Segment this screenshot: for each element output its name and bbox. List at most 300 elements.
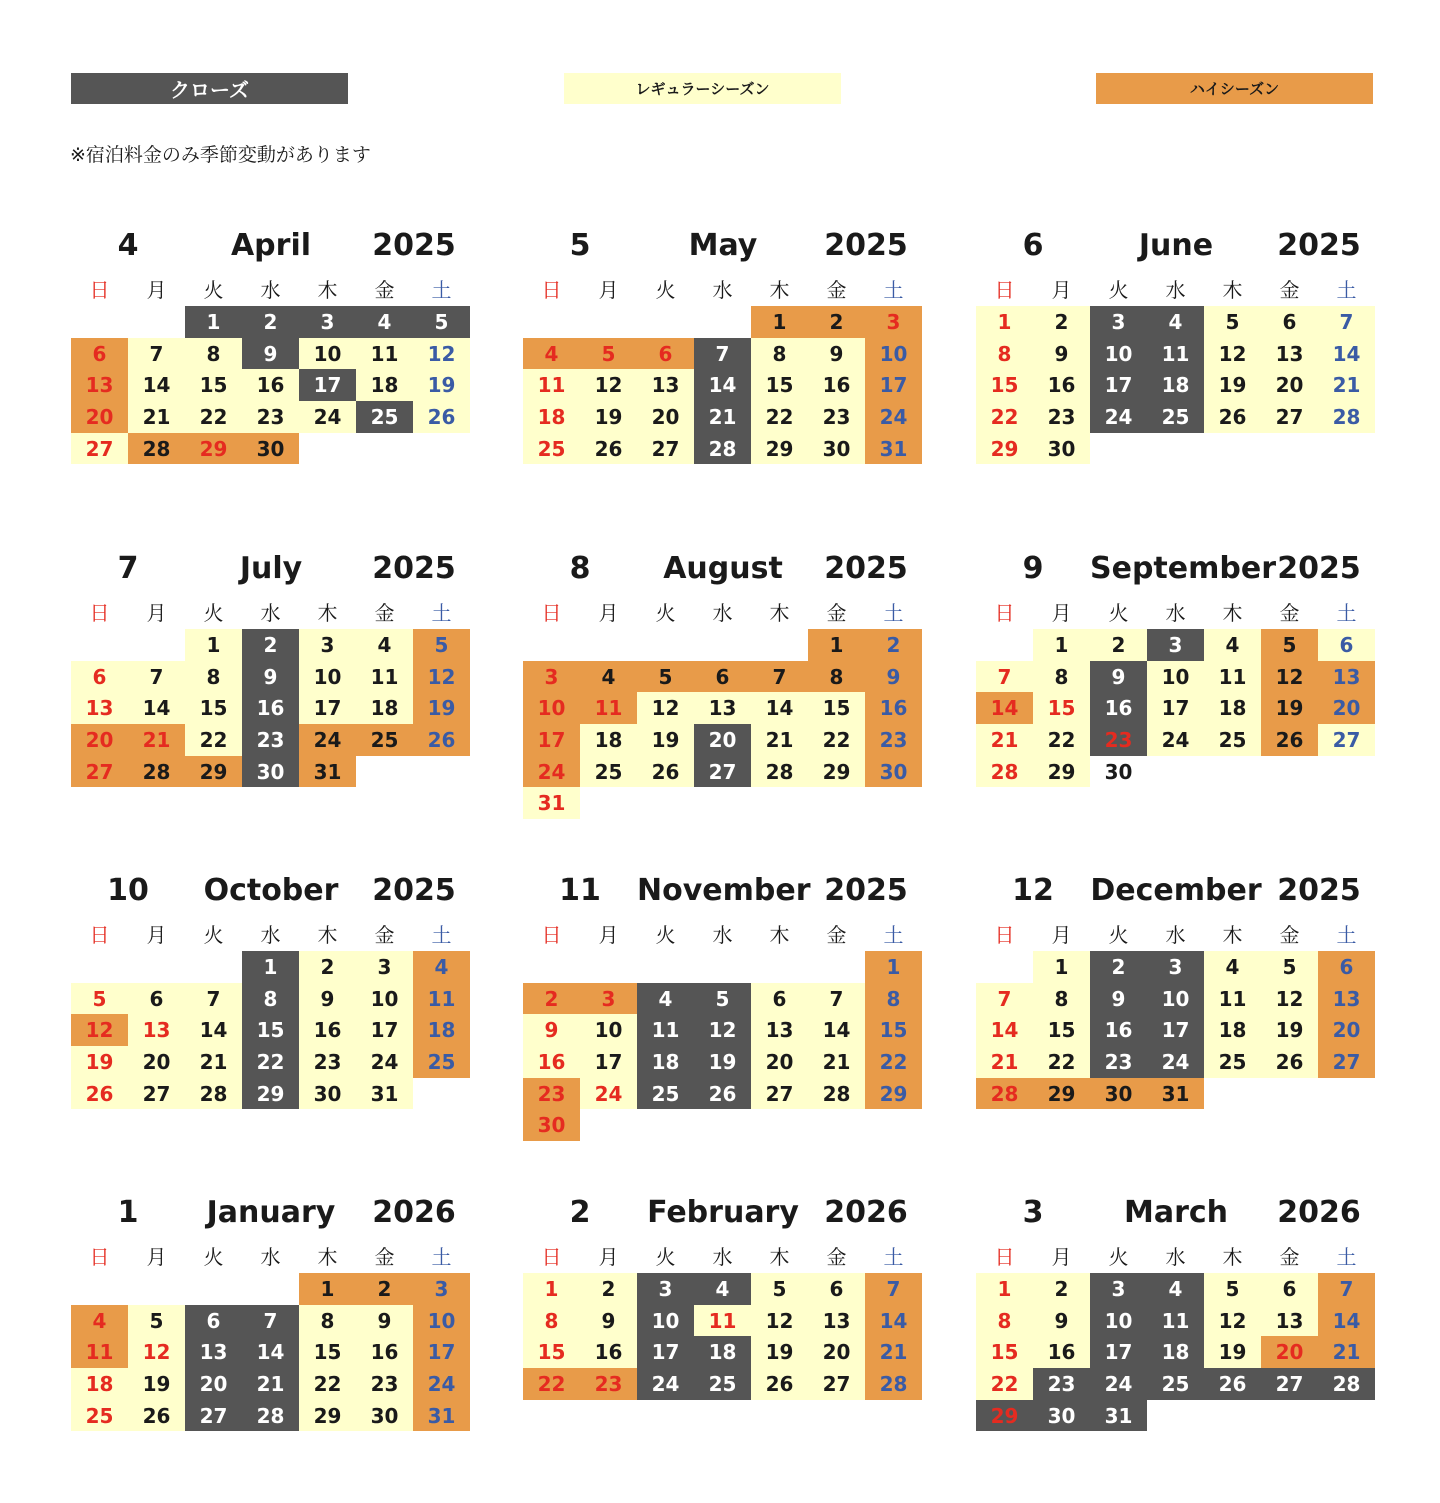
month-number: 5 xyxy=(569,228,591,263)
day-cell: 8 xyxy=(185,661,242,693)
weekday-label: 金 xyxy=(826,277,847,302)
weekday-label: 月 xyxy=(1051,600,1072,625)
day-cell: 20 xyxy=(1261,1336,1318,1368)
day-cell: 24 xyxy=(637,1368,694,1400)
day-cell: 28 xyxy=(185,1078,242,1110)
weekday-label: 土 xyxy=(1336,277,1357,302)
day-cell: 6 xyxy=(128,983,185,1015)
day-cell: 27 xyxy=(185,1400,242,1432)
day-cell: 22 xyxy=(751,401,808,433)
weekday-label: 水 xyxy=(712,1244,733,1269)
day-cell: 21 xyxy=(976,724,1033,756)
month-name: April xyxy=(230,228,312,263)
month-year: 2025 xyxy=(824,873,908,908)
day-cell: 4 xyxy=(580,661,637,693)
month-year: 2026 xyxy=(1277,1195,1361,1230)
day-cell: 28 xyxy=(865,1368,922,1400)
day-cell: 24 xyxy=(299,401,356,433)
day-cell: 10 xyxy=(299,661,356,693)
day-cell: 5 xyxy=(413,629,470,661)
day-cell: 25 xyxy=(1204,724,1261,756)
day-cell: 22 xyxy=(185,401,242,433)
day-cell: 7 xyxy=(128,661,185,693)
day-cell: 27 xyxy=(128,1078,185,1110)
day-cell: 7 xyxy=(1318,1273,1375,1305)
day-cell: 12 xyxy=(413,338,470,370)
day-cell: 17 xyxy=(523,724,580,756)
day-grid xyxy=(976,1273,1376,1431)
day-cell: 27 xyxy=(694,756,751,788)
day-cell: 7 xyxy=(185,983,242,1015)
day-cell: 18 xyxy=(356,692,413,724)
weekday-label: 土 xyxy=(431,1244,452,1269)
day-cell: 1 xyxy=(976,306,1033,338)
day-cell: 7 xyxy=(242,1305,299,1337)
month-name: March xyxy=(1123,1195,1229,1230)
day-cell: 22 xyxy=(865,1046,922,1078)
legend-closed-label: クローズ xyxy=(170,78,249,102)
empty-cell xyxy=(185,951,242,983)
day-cell: 11 xyxy=(356,338,413,370)
day-grid xyxy=(523,306,923,464)
empty-cell xyxy=(185,1273,242,1305)
day-cell: 1 xyxy=(976,1273,1033,1305)
weekday-label: 火 xyxy=(203,277,224,302)
day-cell: 9 xyxy=(299,983,356,1015)
day-cell: 13 xyxy=(128,1014,185,1046)
month-year: 2025 xyxy=(1277,551,1361,586)
day-cell: 31 xyxy=(299,756,356,788)
empty-cell xyxy=(694,306,751,338)
day-cell: 24 xyxy=(865,401,922,433)
day-cell: 12 xyxy=(128,1336,185,1368)
day-cell: 8 xyxy=(976,1305,1033,1337)
empty-cell xyxy=(128,306,185,338)
month-number: 10 xyxy=(107,873,149,908)
day-cell: 26 xyxy=(751,1368,808,1400)
day-cell: 31 xyxy=(413,1400,470,1432)
day-cell: 15 xyxy=(242,1014,299,1046)
day-cell: 3 xyxy=(299,629,356,661)
day-cell: 25 xyxy=(413,1046,470,1078)
day-cell: 30 xyxy=(299,1078,356,1110)
day-cell: 19 xyxy=(1261,692,1318,724)
day-cell: 17 xyxy=(299,369,356,401)
day-cell: 11 xyxy=(1204,661,1261,693)
day-cell: 21 xyxy=(865,1336,922,1368)
month-january-2026 xyxy=(71,1195,471,1431)
day-cell: 11 xyxy=(413,983,470,1015)
weekday-label: 月 xyxy=(598,922,619,947)
day-cell: 14 xyxy=(185,1014,242,1046)
empty-cell xyxy=(71,1273,128,1305)
day-cell: 24 xyxy=(523,756,580,788)
weekday-label: 金 xyxy=(1279,600,1300,625)
month-number: 12 xyxy=(1012,873,1054,908)
weekday-label: 木 xyxy=(317,277,338,302)
weekday-label: 月 xyxy=(598,277,619,302)
day-cell: 6 xyxy=(1318,629,1375,661)
day-cell: 4 xyxy=(1147,1273,1204,1305)
day-cell: 4 xyxy=(1204,629,1261,661)
day-cell: 20 xyxy=(71,724,128,756)
day-cell: 12 xyxy=(1261,661,1318,693)
day-grid xyxy=(523,629,923,819)
day-cell: 1 xyxy=(185,306,242,338)
empty-cell xyxy=(523,629,580,661)
day-cell: 24 xyxy=(1090,401,1147,433)
month-name: June xyxy=(1138,228,1214,263)
day-cell: 15 xyxy=(751,369,808,401)
day-cell: 4 xyxy=(71,1305,128,1337)
weekday-label: 日 xyxy=(89,600,110,625)
weekday-label: 金 xyxy=(374,277,395,302)
day-cell: 28 xyxy=(128,433,185,465)
weekday-label: 水 xyxy=(1165,277,1186,302)
day-cell: 25 xyxy=(71,1400,128,1432)
day-cell: 16 xyxy=(1090,1014,1147,1046)
day-cell: 23 xyxy=(523,1078,580,1110)
weekday-label: 金 xyxy=(374,1244,395,1269)
day-cell: 5 xyxy=(1204,1273,1261,1305)
month-march-2026 xyxy=(976,1195,1376,1431)
day-cell: 6 xyxy=(1261,306,1318,338)
day-cell: 11 xyxy=(1147,1305,1204,1337)
day-cell: 13 xyxy=(185,1336,242,1368)
day-cell: 20 xyxy=(1261,369,1318,401)
day-cell: 5 xyxy=(637,661,694,693)
day-cell: 24 xyxy=(580,1078,637,1110)
weekday-label: 木 xyxy=(1222,277,1243,302)
day-cell: 9 xyxy=(242,338,299,370)
month-year: 2025 xyxy=(824,228,908,263)
day-cell: 5 xyxy=(128,1305,185,1337)
day-cell: 11 xyxy=(1204,983,1261,1015)
day-cell: 30 xyxy=(1104,759,1133,784)
day-cell: 10 xyxy=(1147,661,1204,693)
day-cell: 2 xyxy=(1033,306,1090,338)
day-cell: 13 xyxy=(1318,983,1375,1015)
day-cell: 7 xyxy=(976,983,1033,1015)
weekday-label: 木 xyxy=(317,922,338,947)
day-cell: 12 xyxy=(694,1014,751,1046)
day-cell: 3 xyxy=(523,661,580,693)
month-header xyxy=(71,1195,471,1235)
weekday-label: 土 xyxy=(431,600,452,625)
day-cell: 22 xyxy=(299,1368,356,1400)
day-cell: 5 xyxy=(694,983,751,1015)
legend-regular-label: レギュラーシーズン xyxy=(635,80,770,98)
day-cell: 29 xyxy=(751,433,808,465)
day-cell: 29 xyxy=(242,1078,299,1110)
day-cell: 11 xyxy=(580,692,637,724)
month-number: 1 xyxy=(117,1195,139,1230)
day-cell: 2 xyxy=(1033,1273,1090,1305)
day-cell: 13 xyxy=(71,369,128,401)
month-september-2025 xyxy=(976,551,1376,787)
day-cell: 8 xyxy=(1033,661,1090,693)
weekday-label: 水 xyxy=(712,277,733,302)
weekday-label: 火 xyxy=(655,277,676,302)
day-cell: 26 xyxy=(694,1078,751,1110)
day-cell: 25 xyxy=(523,433,580,465)
empty-cell xyxy=(523,306,580,338)
day-cell: 8 xyxy=(242,983,299,1015)
weekday-label: 木 xyxy=(317,1244,338,1269)
day-cell: 21 xyxy=(976,1046,1033,1078)
weekday-label: 日 xyxy=(541,277,562,302)
day-cell: 10 xyxy=(1090,1305,1147,1337)
weekday-label: 日 xyxy=(994,600,1015,625)
day-cell: 9 xyxy=(580,1305,637,1337)
weekday-label: 土 xyxy=(431,922,452,947)
day-cell: 13 xyxy=(694,692,751,724)
day-cell: 16 xyxy=(1090,692,1147,724)
weekday-label: 金 xyxy=(826,1244,847,1269)
empty-cell xyxy=(694,629,751,661)
day-grid xyxy=(976,951,1376,1109)
day-cell: 11 xyxy=(694,1305,751,1337)
day-cell: 13 xyxy=(1261,338,1318,370)
day-cell: 16 xyxy=(808,369,865,401)
month-year: 2025 xyxy=(372,228,456,263)
day-cell: 3 xyxy=(580,983,637,1015)
day-cell: 8 xyxy=(751,338,808,370)
day-cell: 19 xyxy=(637,724,694,756)
weekday-label: 水 xyxy=(712,922,733,947)
day-cell: 4 xyxy=(1147,306,1204,338)
weekday-label: 金 xyxy=(1279,1244,1300,1269)
day-cell: 11 xyxy=(1147,338,1204,370)
weekday-header xyxy=(523,917,923,949)
weekday-label: 金 xyxy=(1279,922,1300,947)
day-cell: 14 xyxy=(694,369,751,401)
day-cell: 14 xyxy=(976,1014,1033,1046)
day-cell: 12 xyxy=(637,692,694,724)
day-cell: 23 xyxy=(299,1046,356,1078)
weekday-header xyxy=(71,595,471,627)
day-cell: 28 xyxy=(1318,401,1375,433)
day-cell: 8 xyxy=(299,1305,356,1337)
day-cell: 20 xyxy=(694,724,751,756)
day-cell: 10 xyxy=(580,1014,637,1046)
weekday-label: 金 xyxy=(374,922,395,947)
month-year: 2025 xyxy=(824,551,908,586)
day-cell: 5 xyxy=(1261,951,1318,983)
day-cell: 2 xyxy=(523,983,580,1015)
weekday-label: 土 xyxy=(1336,1244,1357,1269)
day-cell: 15 xyxy=(808,692,865,724)
weekday-label: 土 xyxy=(883,922,904,947)
day-cell: 12 xyxy=(71,1014,128,1046)
day-cell: 4 xyxy=(694,1273,751,1305)
day-cell: 23 xyxy=(865,724,922,756)
day-cell: 4 xyxy=(637,983,694,1015)
day-cell: 1 xyxy=(808,629,865,661)
day-cell: 4 xyxy=(356,306,413,338)
day-cell: 13 xyxy=(1261,1305,1318,1337)
day-cell: 19 xyxy=(1204,369,1261,401)
day-cell: 3 xyxy=(356,951,413,983)
empty-cell xyxy=(71,629,128,661)
day-cell: 3 xyxy=(1147,951,1204,983)
day-cell: 25 xyxy=(1147,1368,1204,1400)
day-cell: 11 xyxy=(523,369,580,401)
month-may-2025 xyxy=(523,228,923,464)
empty-cell xyxy=(128,1273,185,1305)
weekday-label: 水 xyxy=(260,277,281,302)
weekday-label: 火 xyxy=(1108,600,1129,625)
day-cell: 16 xyxy=(580,1336,637,1368)
day-grid xyxy=(71,629,471,787)
day-cell: 31 xyxy=(1090,1400,1147,1432)
day-cell: 10 xyxy=(1090,338,1147,370)
day-cell: 27 xyxy=(1261,401,1318,433)
weekday-label: 日 xyxy=(541,600,562,625)
day-cell: 6 xyxy=(1318,951,1375,983)
weekday-label: 日 xyxy=(994,1244,1015,1269)
day-cell: 30 xyxy=(1090,1078,1147,1110)
day-cell: 16 xyxy=(865,692,922,724)
empty-cell xyxy=(71,306,128,338)
weekday-header xyxy=(71,1239,471,1271)
day-cell: 26 xyxy=(580,433,637,465)
day-cell: 18 xyxy=(1204,692,1261,724)
day-cell: 3 xyxy=(413,1273,470,1305)
day-cell: 9 xyxy=(1033,338,1090,370)
day-cell: 18 xyxy=(1147,1336,1204,1368)
day-cell: 26 xyxy=(637,756,694,788)
day-cell: 26 xyxy=(71,1078,128,1110)
day-cell: 15 xyxy=(976,1336,1033,1368)
day-cell: 5 xyxy=(71,983,128,1015)
weekday-label: 金 xyxy=(374,600,395,625)
day-cell: 17 xyxy=(865,369,922,401)
month-number: 7 xyxy=(117,551,139,586)
day-cell: 21 xyxy=(694,401,751,433)
weekday-label: 水 xyxy=(260,600,281,625)
day-cell: 5 xyxy=(413,306,470,338)
day-cell: 8 xyxy=(185,338,242,370)
legend-high-label: ハイシーズン xyxy=(1189,80,1280,98)
month-header xyxy=(71,228,471,268)
day-cell: 17 xyxy=(1090,369,1147,401)
day-cell: 3 xyxy=(1090,306,1147,338)
empty-cell xyxy=(580,951,637,983)
day-cell: 1 xyxy=(523,1273,580,1305)
day-cell: 23 xyxy=(1033,401,1090,433)
day-cell: 4 xyxy=(523,338,580,370)
day-cell: 12 xyxy=(580,369,637,401)
day-cell: 15 xyxy=(865,1014,922,1046)
day-cell: 7 xyxy=(694,338,751,370)
month-header xyxy=(71,873,471,913)
weekday-label: 火 xyxy=(203,1244,224,1269)
day-cell: 25 xyxy=(580,756,637,788)
day-cell: 20 xyxy=(1318,1014,1375,1046)
day-cell: 14 xyxy=(242,1336,299,1368)
day-cell: 28 xyxy=(242,1400,299,1432)
empty-cell xyxy=(751,951,808,983)
weekday-label: 日 xyxy=(541,1244,562,1269)
weekday-label: 月 xyxy=(146,1244,167,1269)
day-cell: 24 xyxy=(299,724,356,756)
day-cell: 14 xyxy=(128,369,185,401)
day-cell: 12 xyxy=(413,661,470,693)
weekday-label: 木 xyxy=(317,600,338,625)
month-year: 2025 xyxy=(372,551,456,586)
day-cell: 5 xyxy=(751,1273,808,1305)
day-cell: 21 xyxy=(808,1046,865,1078)
day-cell: 3 xyxy=(1147,629,1204,661)
day-cell: 19 xyxy=(1204,1336,1261,1368)
day-cell: 9 xyxy=(523,1014,580,1046)
month-header xyxy=(523,551,923,591)
day-cell: 17 xyxy=(1147,1014,1204,1046)
day-cell: 30 xyxy=(1033,433,1090,465)
day-cell: 10 xyxy=(299,338,356,370)
month-december-2025 xyxy=(976,873,1376,1109)
day-cell: 22 xyxy=(1033,1046,1090,1078)
day-cell: 16 xyxy=(299,1014,356,1046)
day-cell: 26 xyxy=(1261,724,1318,756)
day-cell: 22 xyxy=(523,1368,580,1400)
day-cell: 10 xyxy=(356,983,413,1015)
month-header xyxy=(976,551,1376,591)
empty-cell xyxy=(751,629,808,661)
empty-cell xyxy=(242,1273,299,1305)
weekday-label: 土 xyxy=(883,277,904,302)
month-header xyxy=(71,551,471,591)
legend-closed xyxy=(71,73,348,104)
day-cell: 23 xyxy=(1033,1368,1090,1400)
day-cell: 25 xyxy=(356,724,413,756)
weekday-label: 火 xyxy=(203,600,224,625)
day-cell: 12 xyxy=(1261,983,1318,1015)
month-year: 2026 xyxy=(372,1195,456,1230)
month-header xyxy=(523,1195,923,1235)
day-cell: 4 xyxy=(356,629,413,661)
weekday-label: 水 xyxy=(1165,1244,1186,1269)
weekday-label: 水 xyxy=(1165,600,1186,625)
weekday-label: 土 xyxy=(883,1244,904,1269)
weekday-label: 火 xyxy=(655,1244,676,1269)
weekday-label: 木 xyxy=(1222,922,1243,947)
day-cell: 2 xyxy=(580,1273,637,1305)
empty-cell xyxy=(128,951,185,983)
day-cell: 8 xyxy=(808,661,865,693)
day-cell: 14 xyxy=(751,692,808,724)
weekday-label: 水 xyxy=(260,1244,281,1269)
day-cell: 6 xyxy=(185,1305,242,1337)
month-header xyxy=(523,228,923,268)
weekday-header xyxy=(976,917,1376,949)
day-cell: 29 xyxy=(1033,756,1090,788)
day-cell: 18 xyxy=(1204,1014,1261,1046)
day-cell: 9 xyxy=(1090,983,1147,1015)
day-cell: 18 xyxy=(71,1368,128,1400)
day-cell: 14 xyxy=(1318,1305,1375,1337)
day-cell: 29 xyxy=(299,1400,356,1432)
day-cell: 7 xyxy=(865,1273,922,1305)
day-cell: 18 xyxy=(523,401,580,433)
day-cell: 29 xyxy=(808,756,865,788)
day-cell: 14 xyxy=(1318,338,1375,370)
month-name: December xyxy=(1090,873,1262,908)
day-cell: 31 xyxy=(865,433,922,465)
day-cell: 27 xyxy=(808,1368,865,1400)
day-cell: 2 xyxy=(242,629,299,661)
